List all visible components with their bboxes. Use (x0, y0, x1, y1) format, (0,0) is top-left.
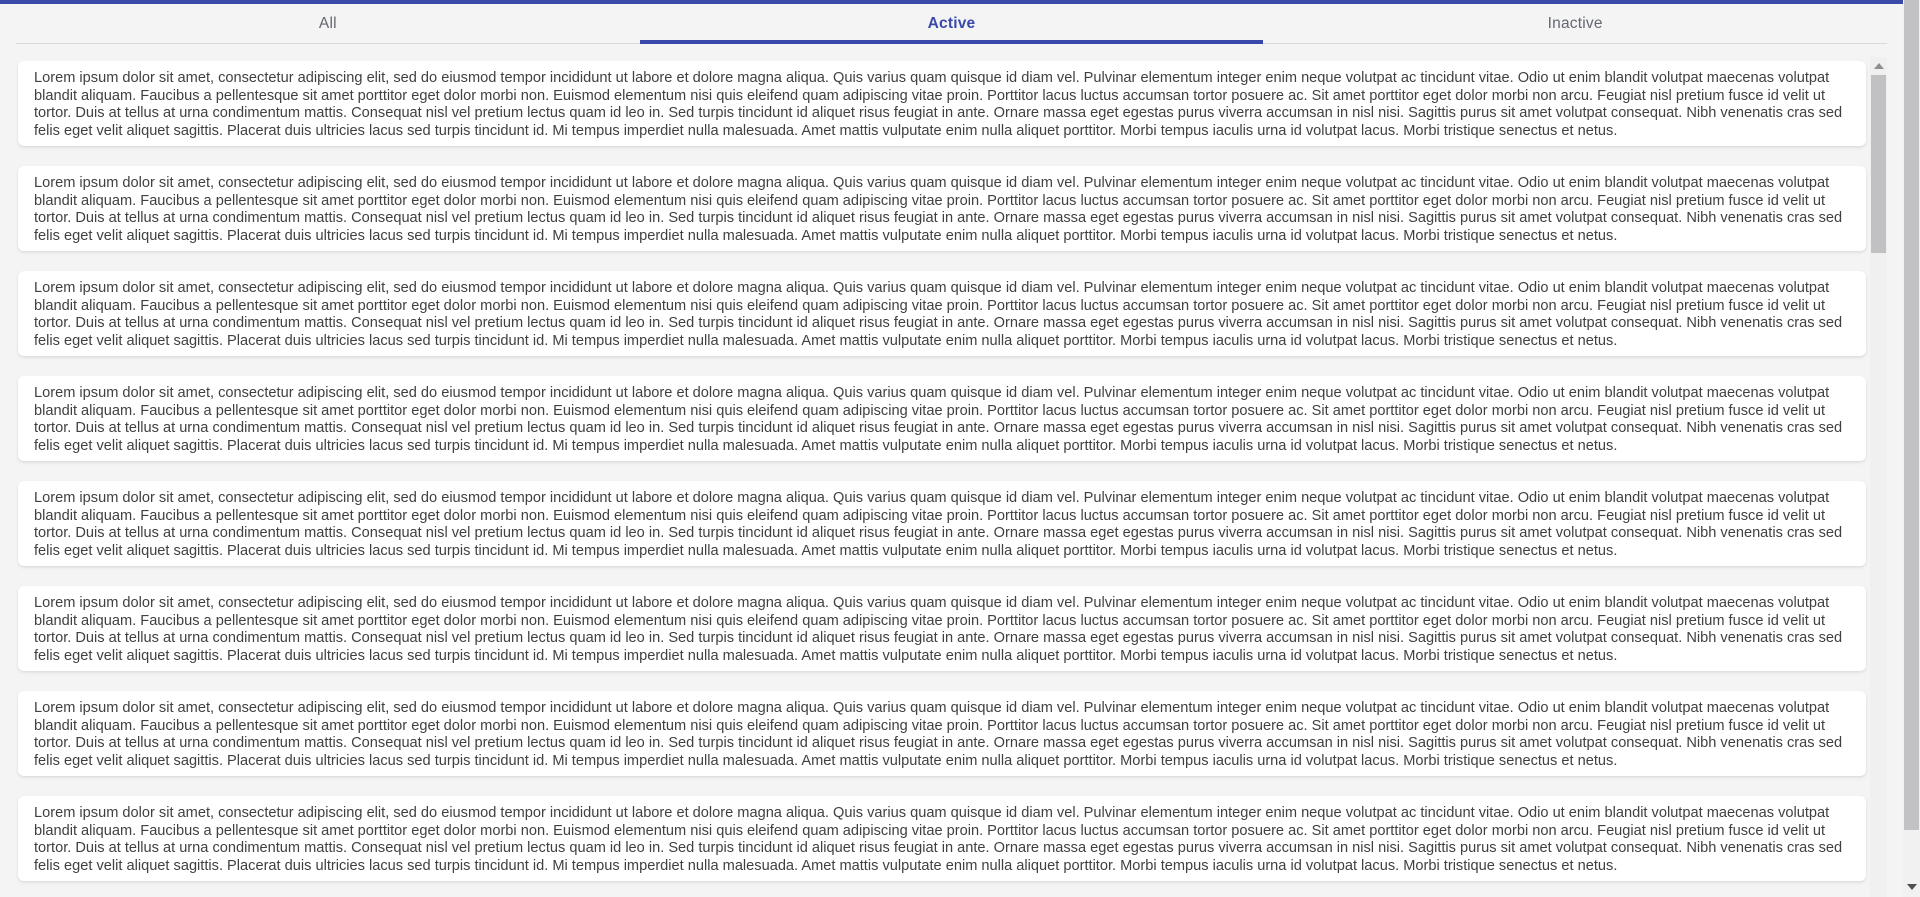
tab-active-label: Active (927, 14, 976, 32)
card (18, 691, 1866, 776)
tab-all[interactable] (16, 4, 640, 43)
card (18, 586, 1866, 671)
card-list-items (16, 43, 1868, 881)
tab-inactive-label: Inactive (1547, 14, 1603, 32)
window-scrollbar-thumb[interactable] (1904, 0, 1919, 830)
card (18, 271, 1866, 356)
card-text: Lorem ipsum dolor sit amet, consectetur adipiscing elit, sed do eiusmod tempor incididunt ut labore et dolore magna aliqua. Quis varius quam quisque id diam vel. Pulvinar elementum integer enim neque volutpat ac tincidunt vitae. Odio ut enim blandit volutpat maecenas volutpat blandit aliquam. Faucibus a pellentesque sit amet porttitor eget dolor morbi non. Euismod elementum nisi quis eleifend quam adipiscing vitae proin. Porttitor lacus luctus accumsan tortor posuere ac. Sit amet porttitor eget dolor morbi non arcu. Feugiat nisl pretium fusce id velit ut tortor. Duis at tellus at urna condimentum mattis. Consequat nisl vel pretium lectus quam id leo in. Sed turpis tincidunt id aliquet risus feugiat in ante. Ornare massa eget egestas purus viverra accumsan in nisl nisi. Sagittis purus sit amet volutpat consequat. Nibh venenatis cras sed felis eget velit aliquet sagittis. Placerat duis ultricies lacus sed turpis tincidunt id. Mi tempus imperdiet nulla malesuada. Amet mattis vulputate enim nulla aliquet porttitor. Morbi tempus iaculis urna id volutpat lacus. Morbi tristique senectus et netus. (34, 280, 1843, 349)
card-text: Lorem ipsum dolor sit amet, consectetur adipiscing elit, sed do eiusmod tempor incididunt ut labore et dolore magna aliqua. Quis varius quam quisque id diam vel. Pulvinar elementum integer enim neque volutpat ac tincidunt vitae. Odio ut enim blandit volutpat maecenas volutpat blandit aliquam. Faucibus a pellentesque sit amet porttitor eget dolor morbi non. Euismod elementum nisi quis eleifend quam adipiscing vitae proin. Porttitor lacus luctus accumsan tortor posuere ac. Sit amet porttitor eget dolor morbi non arcu. Feugiat nisl pretium fusce id velit ut tortor. Duis at tellus at urna condimentum mattis. Consequat nisl vel pretium lectus quam id leo in. Sed turpis tincidunt id aliquet risus feugiat in ante. Ornare massa eget egestas purus viverra accumsan in nisl nisi. Sagittis purus sit amet volutpat consequat. Nibh venenatis cras sed felis eget velit aliquet sagittis. Placerat duis ultricies lacus sed turpis tincidunt id. Mi tempus imperdiet nulla malesuada. Amet mattis vulputate enim nulla aliquet porttitor. Morbi tempus iaculis urna id volutpat lacus. Morbi tristique senectus et netus. (34, 595, 1843, 664)
card-text: Lorem ipsum dolor sit amet, consectetur adipiscing elit, sed do eiusmod tempor incididunt ut labore et dolore magna aliqua. Quis varius quam quisque id diam vel. Pulvinar elementum integer enim neque volutpat ac tincidunt vitae. Odio ut enim blandit volutpat maecenas volutpat blandit aliquam. Faucibus a pellentesque sit amet porttitor eget dolor morbi non. Euismod elementum nisi quis eleifend quam adipiscing vitae proin. Porttitor lacus luctus accumsan tortor posuere ac. Sit amet porttitor eget dolor morbi non arcu. Feugiat nisl pretium fusce id velit ut tortor. Duis at tellus at urna condimentum mattis. Consequat nisl vel pretium lectus quam id leo in. Sed turpis tincidunt id aliquet risus feugiat in ante. Ornare massa eget egestas purus viverra accumsan in nisl nisi. Sagittis purus sit amet volutpat consequat. Nibh venenatis cras sed felis eget velit aliquet sagittis. Placerat duis ultricies lacus sed turpis tincidunt id. Mi tempus imperdiet nulla malesuada. Amet mattis vulputate enim nulla aliquet porttitor. Morbi tempus iaculis urna id volutpat lacus. Morbi tristique senectus et netus. (34, 700, 1843, 769)
card (18, 61, 1866, 146)
tab-active[interactable] (640, 4, 1264, 43)
window-scroll-down-button[interactable] (1903, 878, 1920, 895)
tab-all-label: All (318, 14, 337, 32)
tab-bar (16, 4, 1887, 44)
card-text: Lorem ipsum dolor sit amet, consectetur adipiscing elit, sed do eiusmod tempor incididunt ut labore et dolore magna aliqua. Quis varius quam quisque id diam vel. Pulvinar elementum integer enim neque volutpat ac tincidunt vitae. Odio ut enim blandit volutpat maecenas volutpat blandit aliquam. Faucibus a pellentesque sit amet porttitor eget dolor morbi non. Euismod elementum nisi quis eleifend quam adipiscing vitae proin. Porttitor lacus luctus accumsan tortor posuere ac. Sit amet porttitor eget dolor morbi non arcu. Feugiat nisl pretium fusce id velit ut tortor. Duis at tellus at urna condimentum mattis. Consequat nisl vel pretium lectus quam id leo in. Sed turpis tincidunt id aliquet risus feugiat in ante. Ornare massa eget egestas purus viverra accumsan in nisl nisi. Sagittis purus sit amet volutpat consequat. Nibh venenatis cras sed felis eget velit aliquet sagittis. Placerat duis ultricies lacus sed turpis tincidunt id. Mi tempus imperdiet nulla malesuada. Amet mattis vulputate enim nulla aliquet porttitor. Morbi tempus iaculis urna id volutpat lacus. Morbi tristique senectus et netus. (34, 70, 1843, 139)
card (18, 481, 1866, 566)
window-scrollbar[interactable] (1903, 0, 1920, 897)
card-list[interactable] (16, 43, 1887, 897)
list-scrollbar[interactable] (1870, 57, 1887, 897)
card-text: Lorem ipsum dolor sit amet, consectetur adipiscing elit, sed do eiusmod tempor incididunt ut labore et dolore magna aliqua. Quis varius quam quisque id diam vel. Pulvinar elementum integer enim neque volutpat ac tincidunt vitae. Odio ut enim blandit volutpat maecenas volutpat blandit aliquam. Faucibus a pellentesque sit amet porttitor eget dolor morbi non. Euismod elementum nisi quis eleifend quam adipiscing vitae proin. Porttitor lacus luctus accumsan tortor posuere ac. Sit amet porttitor eget dolor morbi non arcu. Feugiat nisl pretium fusce id velit ut tortor. Duis at tellus at urna condimentum mattis. Consequat nisl vel pretium lectus quam id leo in. Sed turpis tincidunt id aliquet risus feugiat in ante. Ornare massa eget egestas purus viverra accumsan in nisl nisi. Sagittis purus sit amet volutpat consequat. Nibh venenatis cras sed felis eget velit aliquet sagittis. Placerat duis ultricies lacus sed turpis tincidunt id. Mi tempus imperdiet nulla malesuada. Amet mattis vulputate enim nulla aliquet porttitor. Morbi tempus iaculis urna id volutpat lacus. Morbi tristique senectus et netus. (34, 385, 1843, 454)
card-text: Lorem ipsum dolor sit amet, consectetur adipiscing elit, sed do eiusmod tempor incididunt ut labore et dolore magna aliqua. Quis varius quam quisque id diam vel. Pulvinar elementum integer enim neque volutpat ac tincidunt vitae. Odio ut enim blandit volutpat maecenas volutpat blandit aliquam. Faucibus a pellentesque sit amet porttitor eget dolor morbi non. Euismod elementum nisi quis eleifend quam adipiscing vitae proin. Porttitor lacus luctus accumsan tortor posuere ac. Sit amet porttitor eget dolor morbi non arcu. Feugiat nisl pretium fusce id velit ut tortor. Duis at tellus at urna condimentum mattis. Consequat nisl vel pretium lectus quam id leo in. Sed turpis tincidunt id aliquet risus feugiat in ante. Ornare massa eget egestas purus viverra accumsan in nisl nisi. Sagittis purus sit amet volutpat consequat. Nibh venenatis cras sed felis eget velit aliquet sagittis. Placerat duis ultricies lacus sed turpis tincidunt id. Mi tempus imperdiet nulla malesuada. Amet mattis vulputate enim nulla aliquet porttitor. Morbi tempus iaculis urna id volutpat lacus. Morbi tristique senectus et netus. (34, 805, 1843, 874)
list-scroll-up-button[interactable] (1870, 57, 1887, 74)
tab-inactive[interactable] (1263, 4, 1887, 43)
card (18, 796, 1866, 881)
scroll-up-icon (1874, 63, 1884, 69)
card (18, 376, 1866, 461)
card-text: Lorem ipsum dolor sit amet, consectetur adipiscing elit, sed do eiusmod tempor incididunt ut labore et dolore magna aliqua. Quis varius quam quisque id diam vel. Pulvinar elementum integer enim neque volutpat ac tincidunt vitae. Odio ut enim blandit volutpat maecenas volutpat blandit aliquam. Faucibus a pellentesque sit amet porttitor eget dolor morbi non. Euismod elementum nisi quis eleifend quam adipiscing vitae proin. Porttitor lacus luctus accumsan tortor posuere ac. Sit amet porttitor eget dolor morbi non arcu. Feugiat nisl pretium fusce id velit ut tortor. Duis at tellus at urna condimentum mattis. Consequat nisl vel pretium lectus quam id leo in. Sed turpis tincidunt id aliquet risus feugiat in ante. Ornare massa eget egestas purus viverra accumsan in nisl nisi. Sagittis purus sit amet volutpat consequat. Nibh venenatis cras sed felis eget velit aliquet sagittis. Placerat duis ultricies lacus sed turpis tincidunt id. Mi tempus imperdiet nulla malesuada. Amet mattis vulputate enim nulla aliquet porttitor. Morbi tempus iaculis urna id volutpat lacus. Morbi tristique senectus et netus. (34, 175, 1843, 244)
list-scrollbar-thumb[interactable] (1871, 75, 1886, 253)
card (18, 166, 1866, 251)
card-text: Lorem ipsum dolor sit amet, consectetur adipiscing elit, sed do eiusmod tempor incididunt ut labore et dolore magna aliqua. Quis varius quam quisque id diam vel. Pulvinar elementum integer enim neque volutpat ac tincidunt vitae. Odio ut enim blandit volutpat maecenas volutpat blandit aliquam. Faucibus a pellentesque sit amet porttitor eget dolor morbi non. Euismod elementum nisi quis eleifend quam adipiscing vitae proin. Porttitor lacus luctus accumsan tortor posuere ac. Sit amet porttitor eget dolor morbi non arcu. Feugiat nisl pretium fusce id velit ut tortor. Duis at tellus at urna condimentum mattis. Consequat nisl vel pretium lectus quam id leo in. Sed turpis tincidunt id aliquet risus feugiat in ante. Ornare massa eget egestas purus viverra accumsan in nisl nisi. Sagittis purus sit amet volutpat consequat. Nibh venenatis cras sed felis eget velit aliquet sagittis. Placerat duis ultricies lacus sed turpis tincidunt id. Mi tempus imperdiet nulla malesuada. Amet mattis vulputate enim nulla aliquet porttitor. Morbi tempus iaculis urna id volutpat lacus. Morbi tristique senectus et netus. (34, 490, 1843, 559)
scroll-down-icon (1907, 884, 1917, 890)
